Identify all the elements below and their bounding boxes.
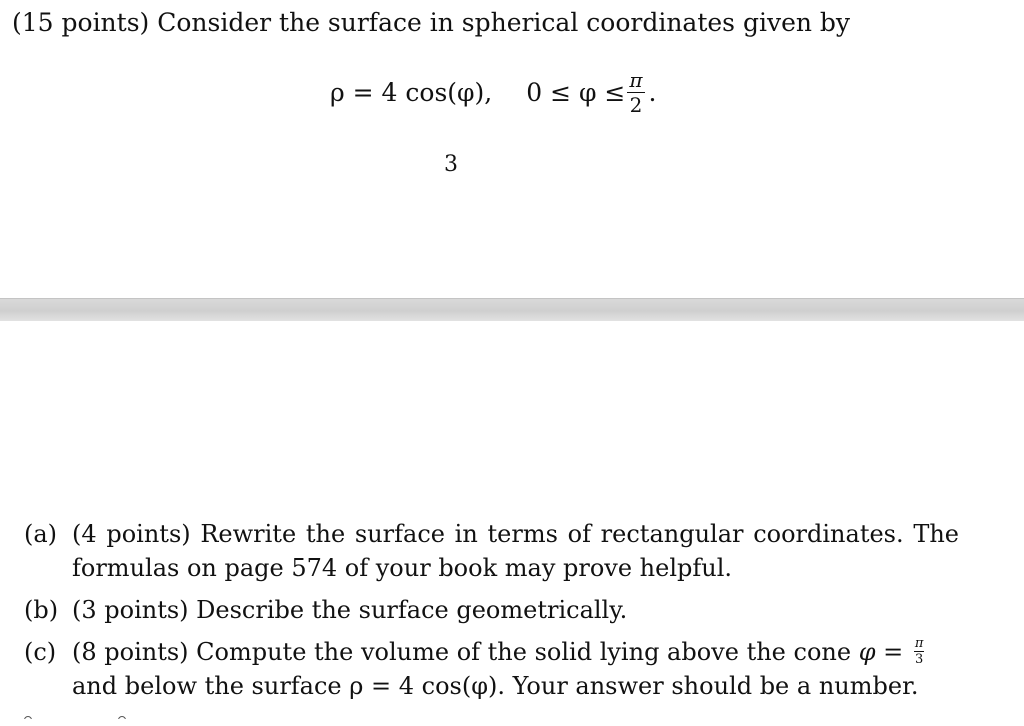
cone-equals: =	[875, 638, 911, 666]
problem-parts	[24, 517, 959, 711]
part-c-body	[72, 635, 959, 703]
equation-lhs: ρ = 4 cos(φ),	[330, 77, 493, 107]
page-4-top	[0, 321, 1024, 726]
page-3-bottom	[0, 0, 1024, 298]
surface-equation: ρ = 4 cos(φ)	[349, 672, 498, 700]
part-c	[24, 635, 959, 703]
part-c-text-before: (8 points) Compute the volume of the solid lying above the cone	[72, 638, 859, 666]
part-c-label: (c)	[24, 638, 57, 666]
part-b-label: (b)	[24, 596, 59, 624]
small-fraction-denominator: 3	[915, 652, 924, 667]
part-a	[24, 517, 959, 585]
problem-intro: (15 points) Consider the surface in spherical coordinates given by	[12, 8, 851, 37]
display-equation	[330, 70, 657, 115]
pi-over-three-fraction	[914, 637, 925, 666]
page-divider	[0, 298, 1024, 322]
part-b	[24, 593, 959, 627]
fraction-numerator: π	[629, 68, 643, 92]
part-b-text: (3 points) Describe the surface geometrically.	[72, 596, 628, 624]
page-number: 3	[444, 152, 458, 177]
cone-variable: φ	[858, 638, 876, 666]
part-c-text-after: . Your answer should be a number.	[497, 672, 919, 700]
small-fraction-numerator: π	[914, 636, 924, 651]
equation-terminator: .	[648, 77, 657, 107]
pi-over-two-fraction	[627, 70, 644, 115]
part-c-text-mid: and below the surface	[72, 672, 350, 700]
cutoff-text-fragment	[24, 713, 134, 719]
fraction-denominator: 2	[629, 93, 643, 117]
equation-domain: 0 ≤ φ ≤	[526, 77, 626, 107]
part-a-text: (4 points) Rewrite the surface in terms of rectangular coordinates. The formulas on page 574 of your book may prove helpful.	[72, 520, 959, 582]
part-a-label: (a)	[24, 520, 58, 548]
